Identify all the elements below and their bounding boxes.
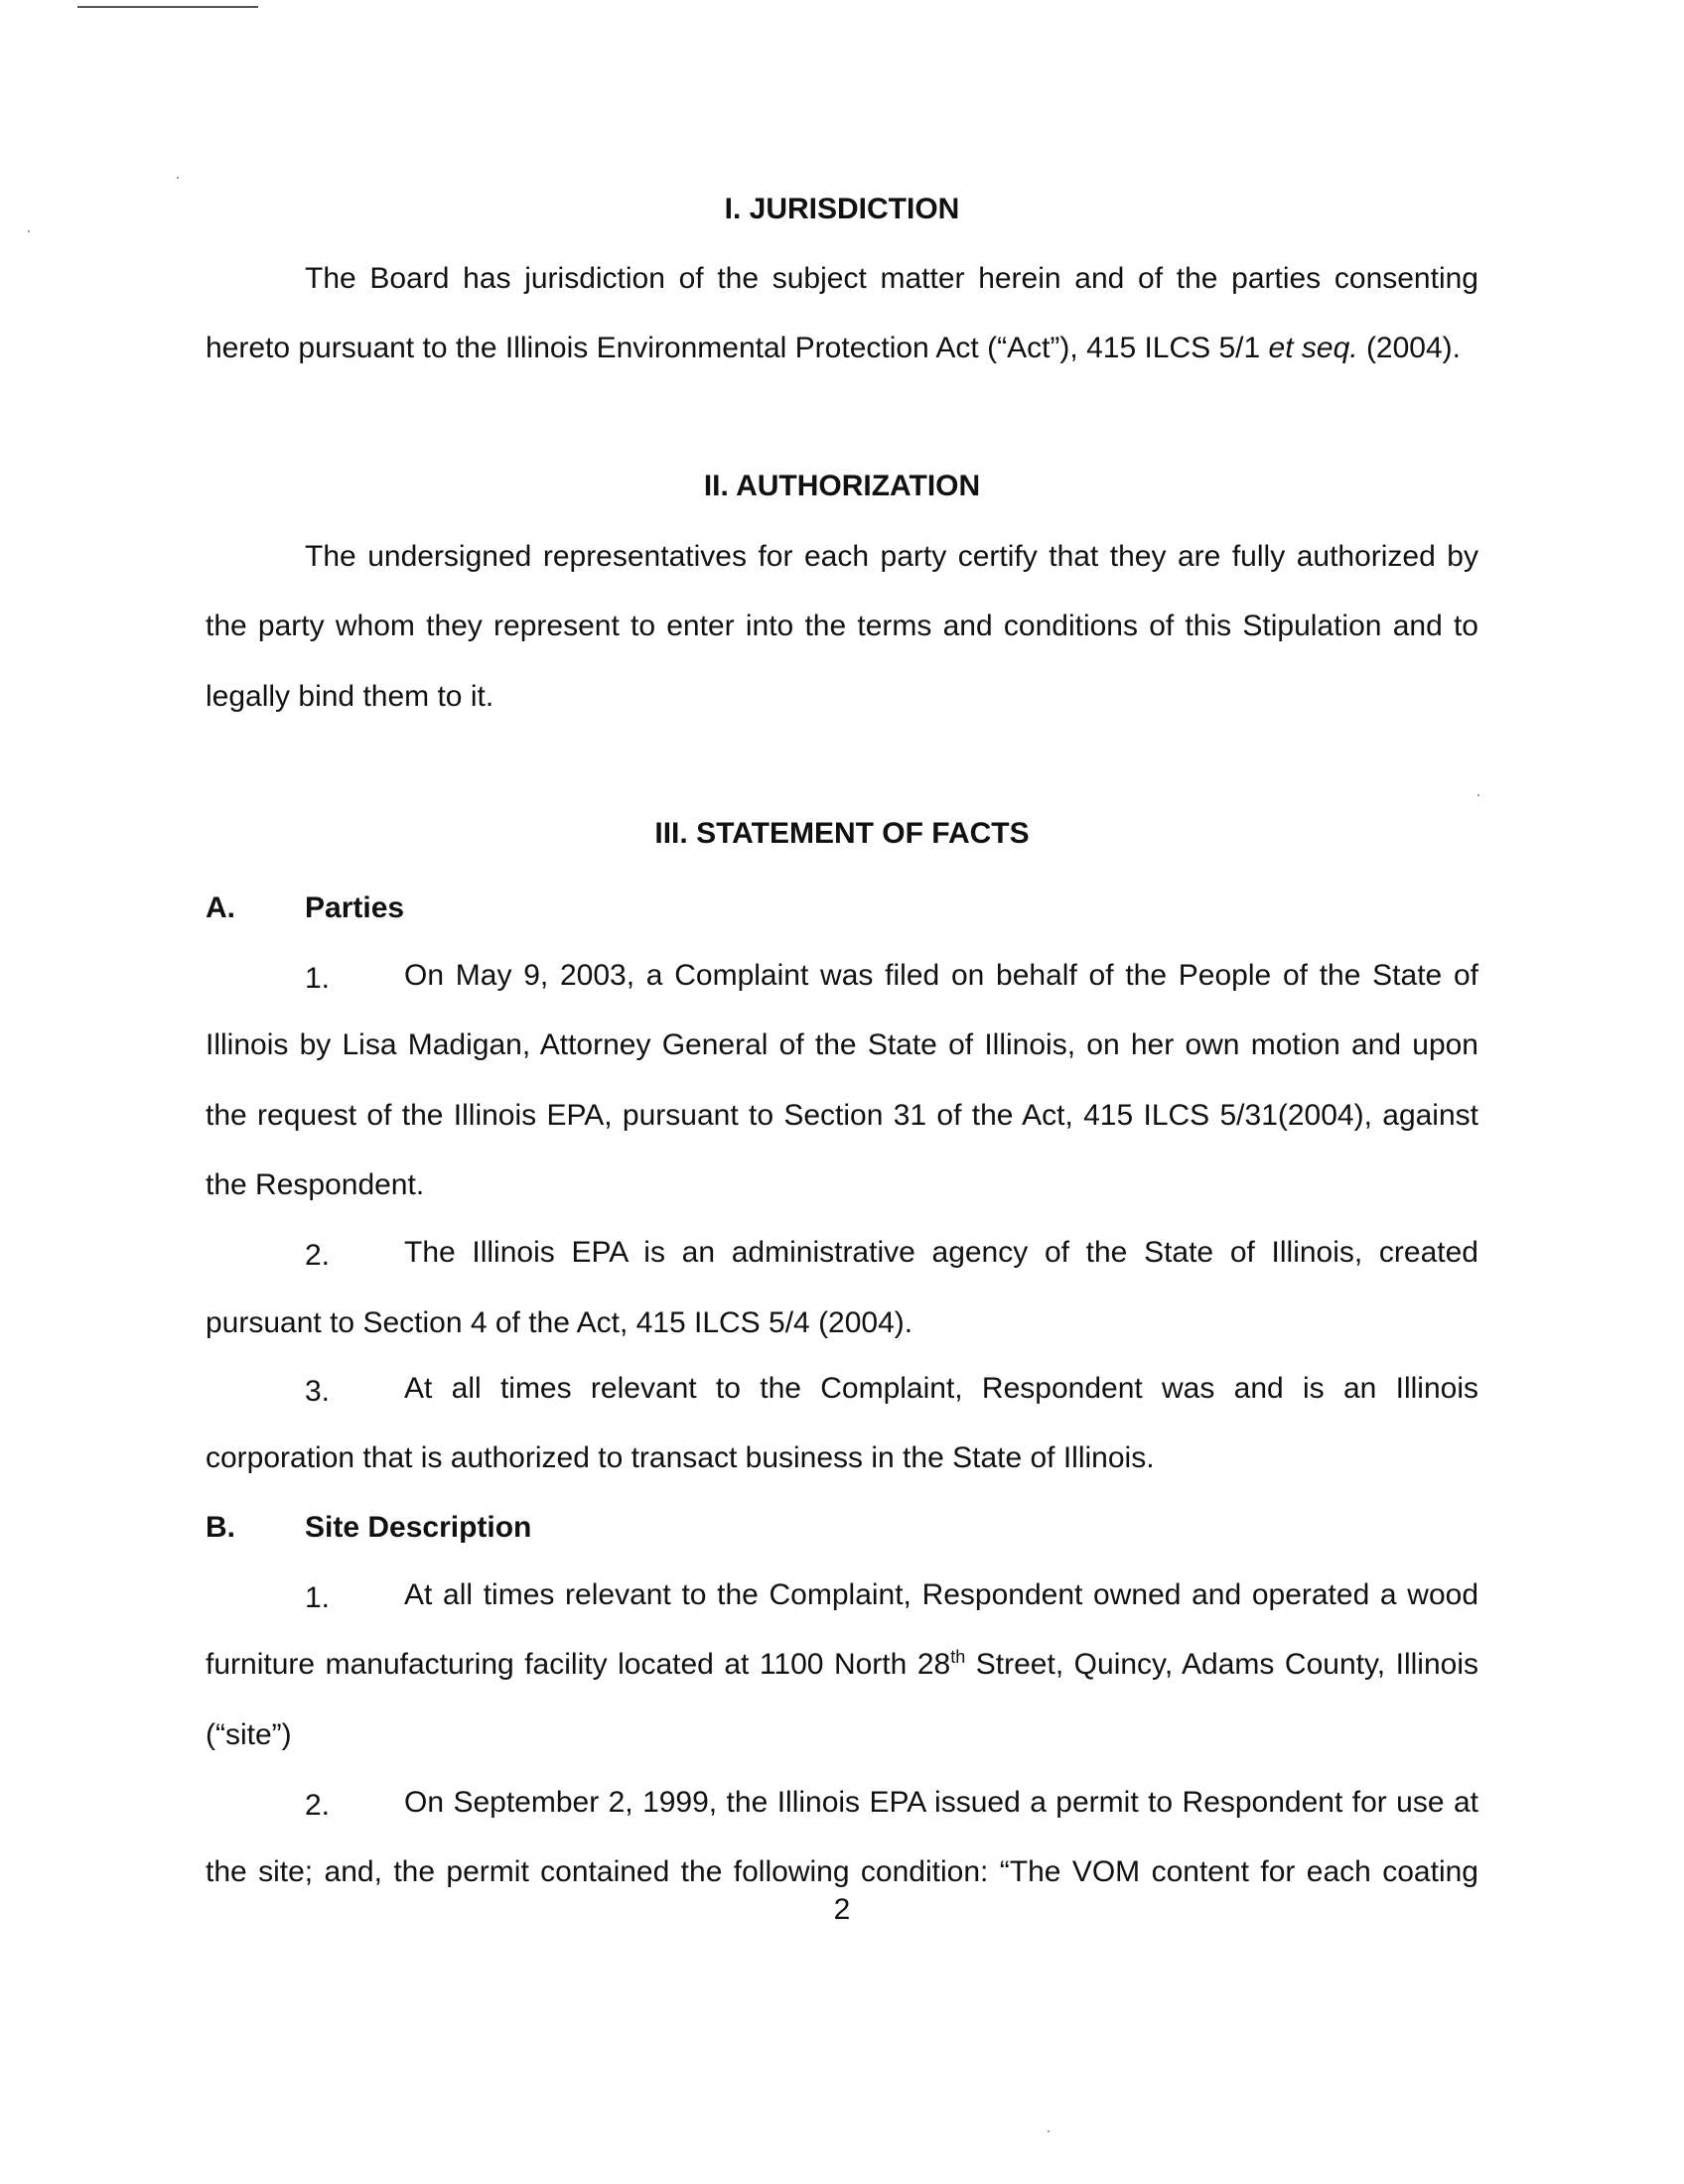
authorization-line-1: The undersigned representatives for each party certify that they are fully authorized by <box>305 540 1478 573</box>
parties-item-1-line-4: the Respondent. <box>206 1168 425 1201</box>
jurisdiction-line-1: The Board has jurisdiction of the subject matter herein and of the parties consenting <box>305 262 1478 295</box>
authorization-line-2: the party whom they represent to enter into the terms and conditions of this Stipulation and to <box>206 610 1478 642</box>
parties-item-2-line-1: The Illinois EPA is an administrative agency of the State of Illinois, created <box>404 1236 1478 1269</box>
scan-speck <box>1477 794 1479 796</box>
ordinal-superscript: th <box>950 1647 966 1667</box>
authorization-line-3: legally bind them to it. <box>206 680 494 713</box>
site-title: Site Description <box>305 1511 532 1544</box>
jurisdiction-line-2: hereto pursuant to the Illinois Environmental Protection Act (“Act”), 415 ILCS 5/1 et seq. (2004). <box>206 332 1461 364</box>
facts-heading: III. STATEMENT OF FACTS <box>654 817 1030 850</box>
parties-item-1-line-2: Illinois by Lisa Madigan, Attorney General of the State of Illinois, on her own motion and upon <box>206 1028 1478 1061</box>
scan-speck <box>177 177 179 179</box>
page-number: 2 <box>833 1893 851 1926</box>
site-item-1-line-2: furniture manufacturing facility located at 1100 North 28th Street, Quincy, Adams County, Illinois <box>206 1647 1478 1681</box>
parties-item-1-line-3: the request of the Illinois EPA, pursuant to Section 31 of the Act, 415 ILCS 5/31(2004), against <box>206 1099 1478 1132</box>
site-label: B. <box>206 1511 235 1544</box>
parties-item-3-line-1: At all times relevant to the Complaint, Respondent was and is an Illinois <box>404 1372 1478 1405</box>
site-item-2-number: 2. <box>305 1789 331 1822</box>
authorization-heading: II. AUTHORIZATION <box>703 470 981 502</box>
site-item-2-line-1: On September 2, 1999, the Illinois EPA issued a permit to Respondent for use at <box>404 1786 1478 1819</box>
scan-artifact-line <box>77 6 258 8</box>
parties-item-2-number: 2. <box>305 1239 331 1272</box>
parties-item-1-line-1: On May 9, 2003, a Complaint was filed on behalf of the People of the State of <box>404 959 1478 992</box>
parties-item-3-line-2: corporation that is authorized to transact business in the State of Illinois. <box>206 1441 1155 1474</box>
site-item-1-number: 1. <box>305 1581 331 1614</box>
parties-item-3-number: 3. <box>305 1375 331 1408</box>
jurisdiction-heading: I. JURISDICTION <box>724 193 960 225</box>
parties-item-2-line-2: pursuant to Section 4 of the Act, 415 ILCS 5/4 (2004). <box>206 1306 913 1339</box>
scan-speck <box>1048 2130 1050 2132</box>
parties-label: A. <box>206 891 235 924</box>
parties-item-1-number: 1. <box>305 962 331 995</box>
site-item-2-line-2: the site; and, the permit contained the following condition: “The VOM content for each coating <box>206 1855 1478 1888</box>
et-seq-italic: et seq. <box>1268 332 1358 364</box>
site-item-1-line-1: At all times relevant to the Complaint, Respondent owned and operated a wood <box>404 1578 1478 1611</box>
scan-speck <box>28 230 30 232</box>
parties-title: Parties <box>305 891 405 924</box>
site-item-1-line-3: (“site”) <box>206 1718 292 1751</box>
